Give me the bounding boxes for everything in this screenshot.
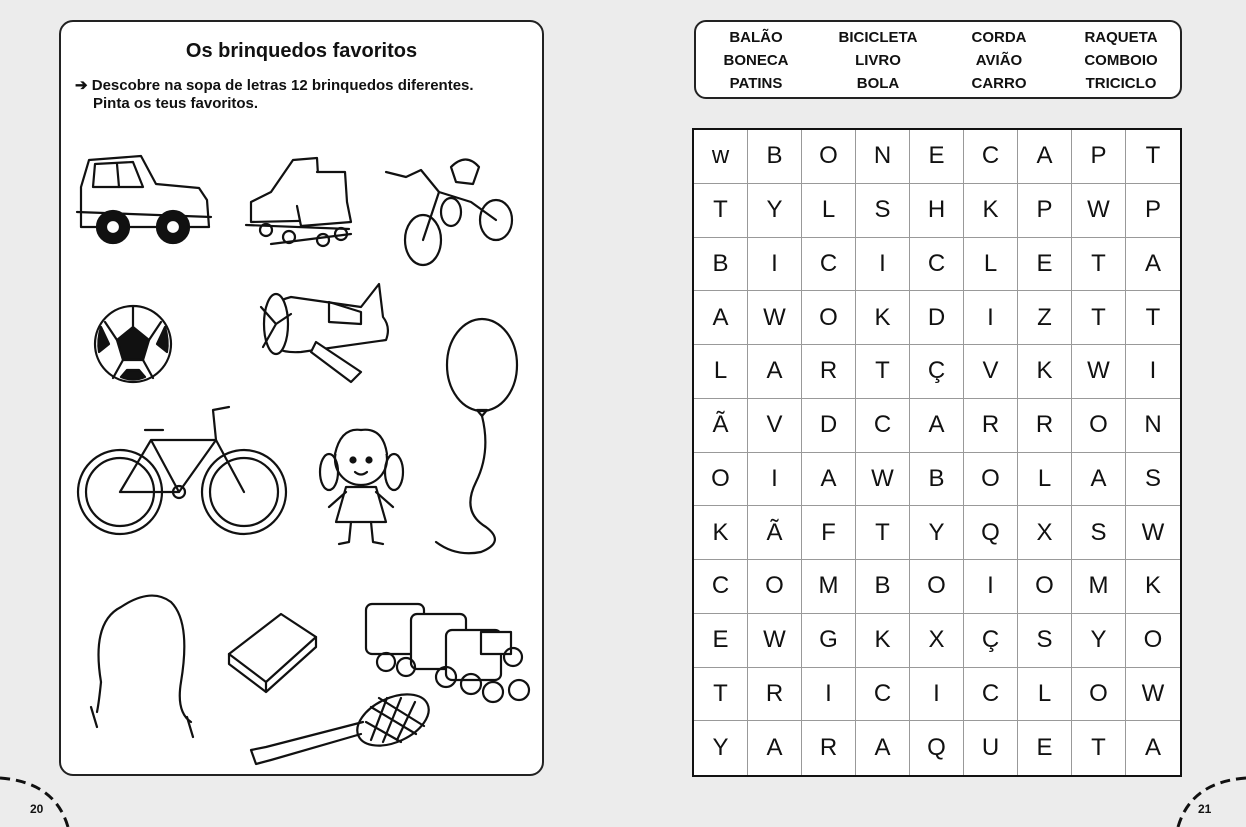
- grid-cell[interactable]: D: [910, 291, 964, 345]
- train-icon[interactable]: [366, 604, 529, 702]
- balloon-icon[interactable]: [436, 319, 517, 553]
- grid-cell[interactable]: B: [856, 560, 910, 614]
- grid-cell[interactable]: K: [856, 614, 910, 668]
- grid-cell[interactable]: E: [1018, 721, 1072, 775]
- grid-cell[interactable]: P: [1126, 184, 1180, 238]
- grid-cell[interactable]: A: [1144, 734, 1161, 762]
- grid-cell[interactable]: O: [1126, 614, 1180, 668]
- grid-cell[interactable]: Ç: [964, 614, 1018, 668]
- grid-cell[interactable]: T: [1072, 291, 1126, 345]
- grid-cell[interactable]: T: [694, 668, 748, 722]
- word-list-item: BICICLETA: [838, 29, 918, 46]
- instruction-line-2: Pinta os teus favoritos.: [93, 95, 259, 112]
- soccer-ball-icon[interactable]: [95, 306, 171, 382]
- bicycle-icon[interactable]: [78, 407, 286, 534]
- grid-cell[interactable]: T: [1072, 721, 1126, 775]
- grid-cell[interactable]: L: [1018, 668, 1072, 722]
- grid-cell[interactable]: Y: [1072, 614, 1126, 668]
- grid-cell[interactable]: U: [964, 721, 1018, 775]
- airplane-icon[interactable]: [261, 284, 388, 382]
- grid-cell[interactable]: A: [748, 721, 802, 775]
- right-corner-decoration: [1166, 770, 1246, 827]
- grid-cell[interactable]: O: [1018, 560, 1072, 614]
- tricycle-icon[interactable]: [386, 160, 512, 266]
- grid-cell[interactable]: I: [802, 668, 856, 722]
- grid-cell[interactable]: Y: [910, 506, 964, 560]
- grid-cell[interactable]: M: [1072, 560, 1126, 614]
- grid-cell[interactable]: O: [1072, 399, 1126, 453]
- toy-count: 12: [291, 77, 308, 94]
- grid-cell[interactable]: L: [802, 184, 856, 238]
- grid-cell[interactable]: Z: [1018, 291, 1072, 345]
- grid-cell[interactable]: X: [1018, 506, 1072, 560]
- grid-cell[interactable]: G: [802, 614, 856, 668]
- grid-cell[interactable]: W: [1126, 668, 1180, 722]
- grid-cell[interactable]: I: [964, 560, 1018, 614]
- grid-cell[interactable]: R: [802, 721, 856, 775]
- word-search-grid: [692, 128, 1182, 777]
- grid-cell[interactable]: H: [910, 184, 964, 238]
- grid-cell[interactable]: R: [964, 399, 1018, 453]
- grid-cell[interactable]: T: [856, 506, 910, 560]
- grid-cell[interactable]: T: [694, 184, 748, 238]
- grid-cell[interactable]: W: [748, 291, 802, 345]
- grid-cell[interactable]: R: [802, 345, 856, 399]
- toys-illustrations: [61, 22, 546, 778]
- grid-cell[interactable]: Q: [910, 721, 964, 775]
- grid-cell[interactable]: A: [1126, 238, 1180, 292]
- grid-cell[interactable]: P: [1072, 130, 1126, 184]
- grid-cell[interactable]: I: [964, 291, 1018, 345]
- page-number-left: 20: [30, 802, 44, 816]
- grid-cell[interactable]: X: [910, 614, 964, 668]
- word-list-item: RAQUETA: [1084, 29, 1158, 46]
- grid-cell[interactable]: L: [694, 345, 748, 399]
- grid-cell[interactable]: W: [1072, 345, 1126, 399]
- grid-cell[interactable]: K: [964, 184, 1018, 238]
- racket-icon[interactable]: [251, 684, 437, 764]
- arrow-icon: ➔: [75, 77, 88, 94]
- word-list-item: CORDA: [971, 29, 1027, 46]
- word-list: [694, 20, 1182, 99]
- grid-cell[interactable]: D: [802, 399, 856, 453]
- grid-cell[interactable]: M: [802, 560, 856, 614]
- grid-cell[interactable]: W: [856, 453, 910, 507]
- grid-cell[interactable]: R: [748, 668, 802, 722]
- grid-cell[interactable]: K: [1018, 345, 1072, 399]
- car-icon[interactable]: [77, 156, 211, 243]
- grid-cell[interactable]: Y: [694, 721, 748, 775]
- grid-cell[interactable]: A: [856, 721, 910, 775]
- grid-cell[interactable]: O: [748, 560, 802, 614]
- page-number-right: 21: [1198, 802, 1212, 816]
- grid-cell[interactable]: R: [1018, 399, 1072, 453]
- grid-cell[interactable]: Ç: [910, 345, 964, 399]
- word-list-item: BALÃO: [729, 29, 783, 46]
- grid-cell[interactable]: w: [694, 130, 748, 184]
- grid-cell[interactable]: O: [802, 130, 856, 184]
- grid-cell[interactable]: O: [802, 291, 856, 345]
- grid-cell[interactable]: I: [1126, 345, 1180, 399]
- grid-cell[interactable]: O: [964, 453, 1018, 507]
- grid-cell[interactable]: S: [1126, 453, 1180, 507]
- instruction-text-a: Descobre na sopa de letras: [91, 77, 291, 94]
- grid-cell[interactable]: W: [748, 614, 802, 668]
- grid-cell[interactable]: E: [1018, 238, 1072, 292]
- grid-cell[interactable]: O: [694, 453, 748, 507]
- grid-cell[interactable]: I: [748, 238, 802, 292]
- grid-cell[interactable]: B: [694, 238, 748, 292]
- doll-icon[interactable]: [320, 430, 403, 544]
- grid-cell[interactable]: F: [802, 506, 856, 560]
- grid-cell[interactable]: T: [1126, 291, 1180, 345]
- instruction-text-b: brinquedos diferentes.: [307, 77, 474, 94]
- grid-cell[interactable]: K: [856, 291, 910, 345]
- grid-cell[interactable]: L: [1018, 453, 1072, 507]
- grid-cell[interactable]: Q: [964, 506, 1018, 560]
- grid-cell[interactable]: V: [964, 345, 1018, 399]
- grid-cell[interactable]: T: [1072, 238, 1126, 292]
- grid-cell[interactable]: A: [910, 399, 964, 453]
- grid-cell[interactable]: A: [802, 453, 856, 507]
- grid-cell[interactable]: P: [1018, 184, 1072, 238]
- word-list-item: BONECA: [723, 52, 789, 69]
- toys-panel: [59, 20, 544, 776]
- left-corner-decoration: [0, 770, 80, 827]
- grid-cell[interactable]: I: [910, 668, 964, 722]
- grid-cell[interactable]: C: [964, 668, 1018, 722]
- word-list-item: TRICICLO: [1085, 75, 1157, 92]
- grid-cell[interactable]: W: [1072, 184, 1126, 238]
- grid-cell[interactable]: S: [1018, 614, 1072, 668]
- grid-cell[interactable]: T: [856, 345, 910, 399]
- grid-cell[interactable]: C: [856, 668, 910, 722]
- grid-cell[interactable]: C: [856, 399, 910, 453]
- grid-cell[interactable]: O: [910, 560, 964, 614]
- grid-cell[interactable]: K: [694, 506, 748, 560]
- grid-cell[interactable]: A: [694, 291, 748, 345]
- grid-cell[interactable]: E: [910, 130, 964, 184]
- grid-cell[interactable]: Ã: [748, 506, 802, 560]
- grid-cell[interactable]: A: [1072, 453, 1126, 507]
- grid-cell[interactable]: O: [1072, 668, 1126, 722]
- grid-cell[interactable]: C: [964, 130, 1018, 184]
- grid-cell[interactable]: E: [694, 614, 748, 668]
- grid-cell[interactable]: A: [748, 345, 802, 399]
- word-list-item: BOLA: [856, 75, 900, 92]
- grid-cell[interactable]: C: [910, 238, 964, 292]
- jump-rope-icon[interactable]: [91, 596, 193, 737]
- grid-cell[interactable]: I: [856, 238, 910, 292]
- grid-cell[interactable]: S: [856, 184, 910, 238]
- grid-cell[interactable]: A: [1018, 130, 1072, 184]
- grid-cell[interactable]: T: [1126, 130, 1180, 184]
- grid-cell[interactable]: Ã: [694, 399, 748, 453]
- word-list-item: AVIÃO: [975, 52, 1023, 69]
- grid-cell[interactable]: N: [856, 130, 910, 184]
- book-icon[interactable]: [229, 614, 316, 692]
- grid-cell[interactable]: W: [1126, 506, 1180, 560]
- roller-skates-icon[interactable]: [246, 158, 351, 246]
- grid-cell[interactable]: I: [748, 453, 802, 507]
- word-list-item: CARRO: [971, 75, 1027, 92]
- grid-cell[interactable]: Y: [748, 184, 802, 238]
- page-title: Os brinquedos favoritos: [185, 40, 418, 62]
- grid-cell[interactable]: B: [748, 130, 802, 184]
- grid-cell[interactable]: C: [802, 238, 856, 292]
- grid-cell[interactable]: S: [1072, 506, 1126, 560]
- grid-cell[interactable]: B: [910, 453, 964, 507]
- word-list-item: COMBOIO: [1084, 52, 1158, 69]
- word-list-item: LIVRO: [855, 52, 901, 69]
- grid-cell[interactable]: L: [964, 238, 1018, 292]
- grid-cell[interactable]: K: [1126, 560, 1180, 614]
- word-list-item: PATINS: [729, 75, 783, 92]
- grid-cell[interactable]: V: [748, 399, 802, 453]
- grid-cell[interactable]: C: [694, 560, 748, 614]
- grid-cell[interactable]: N: [1126, 399, 1180, 453]
